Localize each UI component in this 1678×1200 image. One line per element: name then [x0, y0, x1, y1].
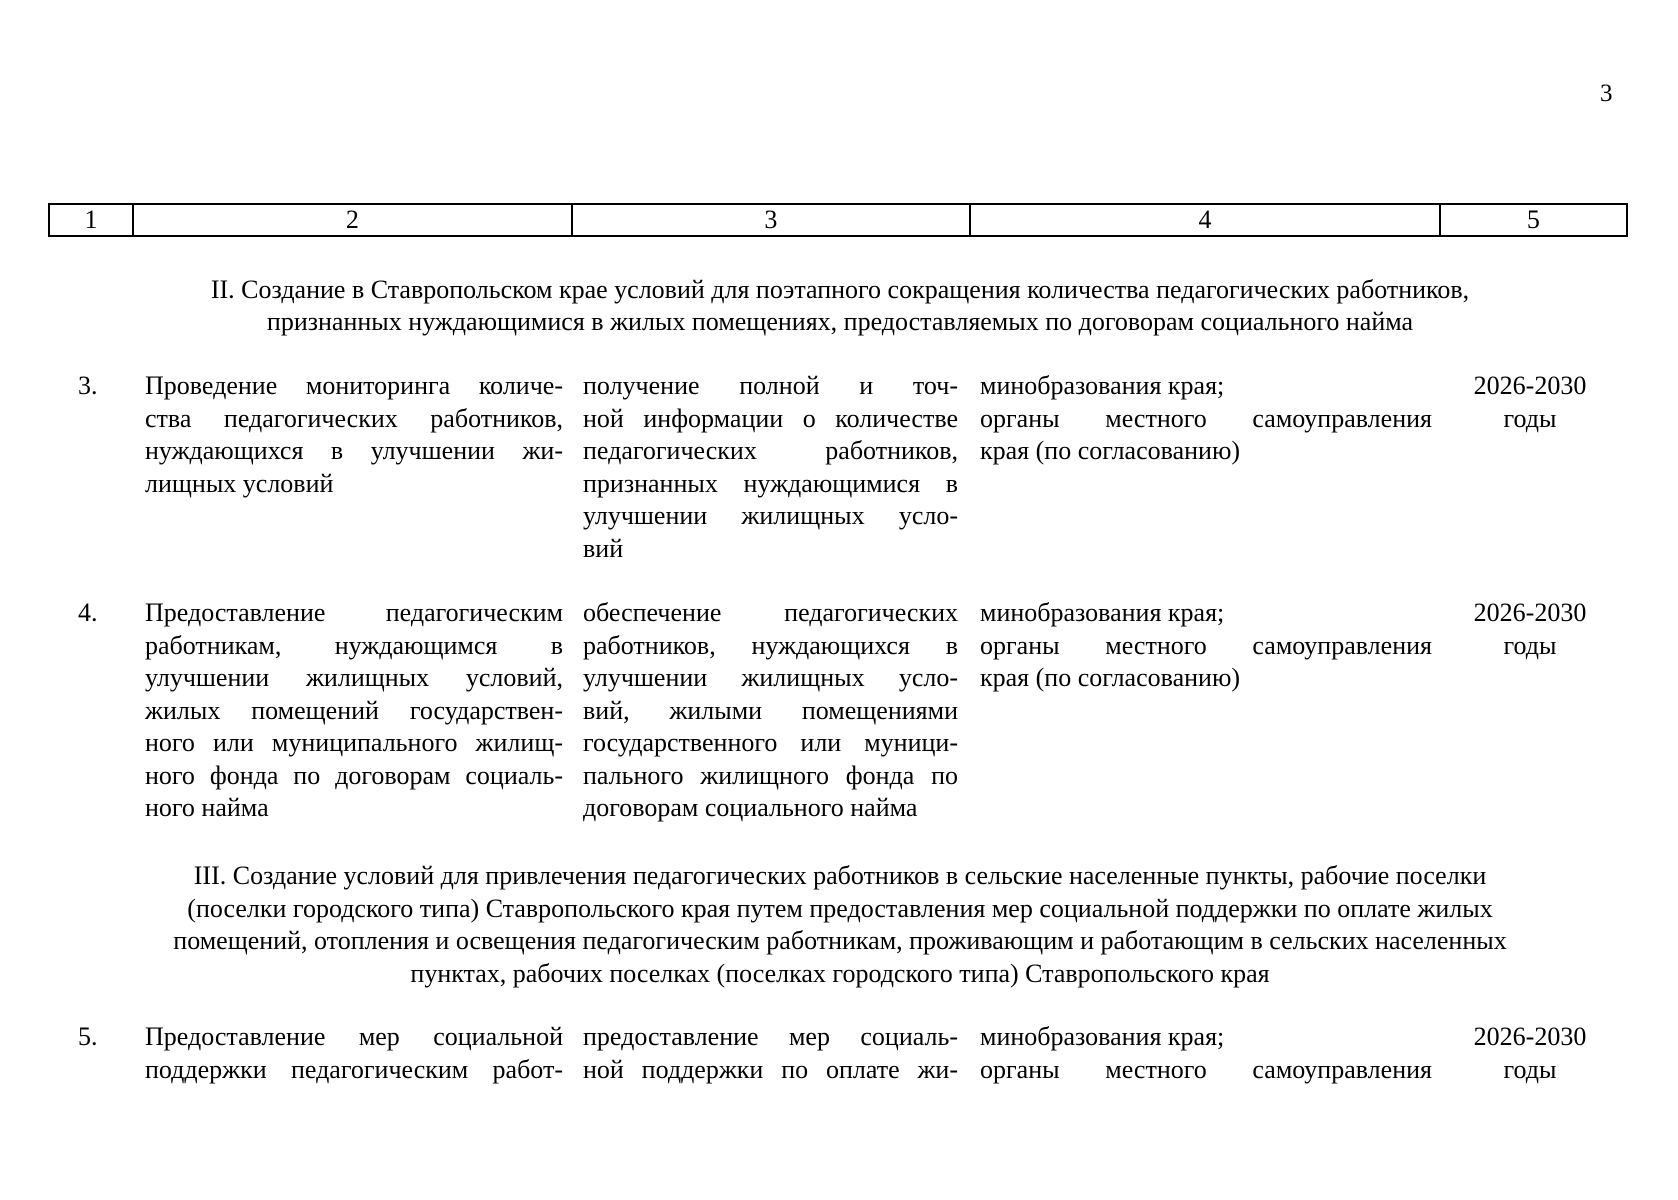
result-line: государственного или муници-: [583, 728, 958, 757]
result-line: вий, жилыми помещениями: [583, 695, 958, 725]
result-cell: [583, 1021, 958, 1086]
activity-line: поддержки педагогическим работ-: [145, 1054, 563, 1084]
result-line: работников, нуждающихся в: [583, 630, 958, 660]
result-line: ной информации о количестве: [583, 403, 958, 433]
column-number-3: 3: [572, 204, 971, 236]
period-line: годы: [1503, 630, 1557, 660]
result-cell: [583, 370, 958, 565]
result-line: предоставление мер социаль-: [583, 1022, 958, 1051]
result-line: педагогических работников,: [583, 436, 958, 465]
section-2-title: [90, 274, 1590, 338]
period-cell: [1450, 1021, 1610, 1086]
section-3-title-line: пунктах, рабочих поселках (поселках городского типа) Ставропольского края: [410, 958, 1270, 988]
page-number: 3: [1600, 80, 1613, 107]
result-line: получение полной и точ-: [583, 371, 958, 400]
executor-cell: [980, 597, 1432, 695]
period-line: 2026-2030: [1473, 1022, 1587, 1051]
activity-line: работникам, нуждающимся в: [145, 630, 563, 660]
executor-line: органы местного самоуправления: [980, 403, 1432, 433]
result-line: обеспечение педагогических: [583, 598, 958, 627]
column-number-2: 2: [133, 204, 572, 236]
executor-cell: [980, 1021, 1432, 1086]
executor-line: минобразования края;: [980, 371, 1225, 400]
activity-line: ного или муниципального жилищ-: [145, 728, 563, 757]
result-line: вий: [583, 533, 624, 563]
result-line: пального жилищного фонда по: [583, 760, 958, 790]
row-number: 4.: [78, 598, 98, 627]
activity-cell: [145, 1021, 563, 1086]
period-line: годы: [1503, 1054, 1557, 1084]
period-cell: [1450, 597, 1610, 662]
activity-line: Предоставление мер социальной: [145, 1022, 563, 1051]
activity-line: Предоставление педагогическим: [145, 598, 563, 627]
column-number-1: 1: [49, 204, 133, 236]
executor-line: органы местного самоуправления: [980, 1054, 1432, 1084]
activity-line: улучшении жилищных условий,: [145, 663, 563, 692]
executor-line: органы местного самоуправления: [980, 630, 1432, 660]
result-line: улучшении жилищных усло-: [583, 501, 958, 530]
executor-cell: [980, 370, 1432, 468]
row-number: 5.: [78, 1022, 98, 1051]
activity-line: ного найма: [145, 793, 269, 822]
activity-cell: [145, 370, 563, 500]
section-3-title-line: (поселки городского типа) Ставропольского края путем предоставления мер социальной поддержки по оплате жилых: [187, 893, 1493, 923]
activity-line: лищных условий: [145, 468, 334, 498]
section-2-title-line: признанных нуждающимися в жилых помещениях, предоставляемых по договорам социального найма: [266, 307, 1414, 336]
column-number-header: [48, 203, 1628, 237]
activity-line: нуждающихся в улучшении жи-: [145, 436, 563, 465]
column-number-4: 4: [970, 204, 1440, 236]
period-line: 2026-2030: [1473, 371, 1587, 400]
activity-line: ного фонда по договорам социаль-: [145, 760, 563, 790]
section-2-title-line: II. Создание в Ставропольском крае условий для поэтапного сокращения количества педагогических работников,: [210, 275, 1470, 304]
result-line: договорам социального найма: [583, 793, 918, 822]
executor-line: края (по согласованию): [980, 663, 1241, 692]
column-number-5: 5: [1440, 204, 1627, 236]
period-cell: [1450, 370, 1610, 435]
section-3-title: [90, 860, 1590, 990]
section-3-title-line: помещений, отопления и освещения педагогическим работникам, проживающим и работающим в сельских населенных: [173, 926, 1507, 955]
result-line: признанных нуждающимися в: [583, 468, 958, 498]
activity-cell: [145, 597, 563, 825]
period-line: 2026-2030: [1473, 598, 1587, 627]
activity-line: Проведение мониторинга количе-: [145, 371, 563, 400]
result-line: улучшении жилищных усло-: [583, 663, 958, 692]
result-cell: [583, 597, 958, 825]
period-line: годы: [1503, 403, 1557, 433]
activity-line: жилых помещений государствен-: [145, 695, 563, 725]
executor-line: минобразования края;: [980, 598, 1225, 627]
executor-line: края (по согласованию): [980, 436, 1241, 465]
row-number: 3.: [78, 371, 98, 400]
activity-line: ства педагогических работников,: [145, 403, 563, 433]
executor-line: минобразования края;: [980, 1022, 1225, 1051]
result-line: ной поддержки по оплате жи-: [583, 1054, 958, 1084]
section-3-title-line: III. Создание условий для привлечения педагогических работников в сельские населенные пункты, рабочие поселки: [193, 861, 1487, 890]
